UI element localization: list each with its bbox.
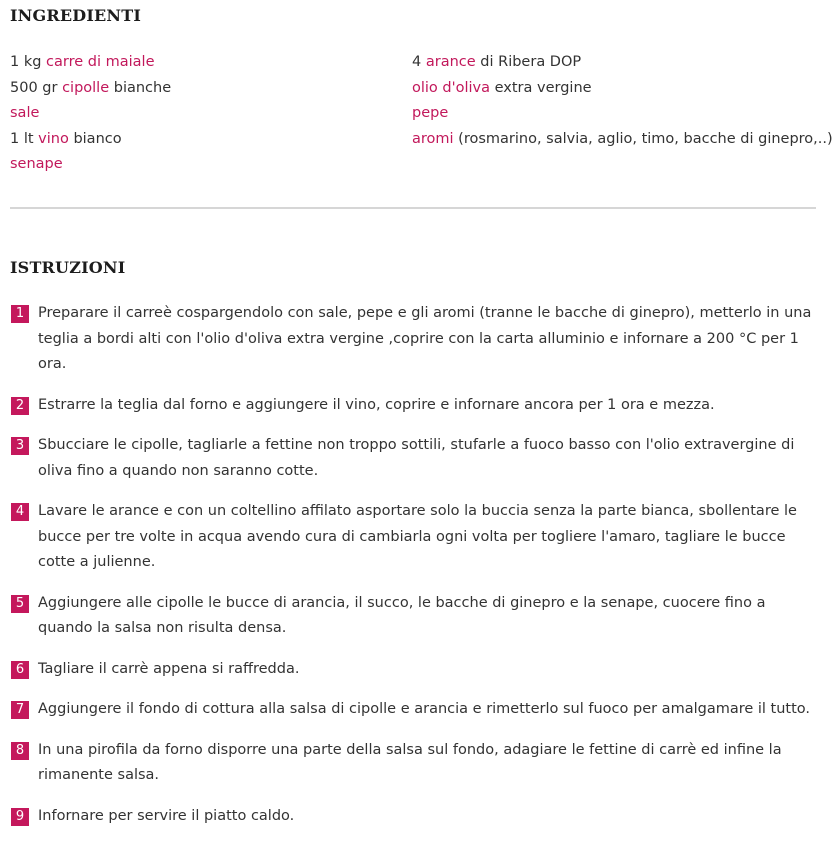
- instruction-step: [10, 657, 816, 683]
- ingredient-item: [412, 127, 833, 153]
- ingredient-link[interactable]: senape: [10, 156, 63, 172]
- ingredient-item: [10, 101, 410, 127]
- ingredient-detail: bianche: [109, 79, 172, 96]
- step-number-badge: 8: [11, 742, 29, 760]
- ingredient-link[interactable]: arance: [425, 54, 476, 70]
- step-text: In una pirofila da forno disporre una parte della salsa sul fondo, adagiare le fettine di carrè ed infine la rimanente salsa.: [38, 741, 782, 783]
- ingredient-item: [412, 101, 812, 127]
- instruction-step: [10, 499, 816, 576]
- ingredient-detail: (rosmarino, salvia, aglio, timo, bacche di ginepro,..): [453, 130, 833, 147]
- step-text: Aggiungere il fondo di cottura alla salsa di cipolle e arancia e rimetterlo sul fuoco per amalgamare il tutto.: [38, 701, 811, 717]
- instruction-step: [10, 393, 816, 419]
- ingredient-item: [412, 76, 812, 102]
- step-number-badge: 6: [11, 661, 29, 679]
- instructions-list: [10, 301, 816, 844]
- step-number-badge: 4: [11, 503, 29, 521]
- ingredient-detail: di Ribera DOP: [475, 54, 582, 70]
- step-number-badge: 5: [11, 595, 29, 613]
- step-number-badge: 9: [11, 808, 29, 826]
- ingredients-column-left: [10, 50, 410, 178]
- instruction-step: [10, 433, 816, 484]
- step-text: Aggiungere alle cipolle le bucce di arancia, il succo, le bacche di ginepro e la senape, cuocere fino a quando la salsa non risulta densa.: [38, 594, 766, 636]
- step-number-badge: 2: [11, 397, 29, 415]
- ingredient-quantity: 1 kg: [10, 54, 47, 70]
- ingredient-item: [10, 127, 410, 153]
- ingredient-link[interactable]: sale: [10, 105, 40, 121]
- ingredients-title: INGREDIENTI: [10, 6, 142, 25]
- step-text: Estrarre la teglia dal forno e aggiungere il vino, coprire e infornare ancora per 1 ora e mezza.: [38, 396, 715, 413]
- ingredient-link[interactable]: cipolle: [62, 79, 110, 96]
- ingredient-item: [10, 152, 410, 178]
- ingredient-item: [412, 50, 812, 76]
- ingredient-link[interactable]: pepe: [412, 105, 449, 121]
- ingredient-quantity: 500 gr: [10, 79, 63, 96]
- step-text: Tagliare il carrè appena si raffredda.: [38, 660, 300, 677]
- ingredient-link[interactable]: aromi: [412, 130, 454, 147]
- step-text: Sbucciare le cipolle, tagliarle a fettine non troppo sottili, stufarle a fuoco basso con l'olio extravergine di oliva fino a quando non saranno cotte.: [38, 437, 795, 479]
- instruction-step: [10, 804, 816, 830]
- step-text: Lavare le arance e con un coltellino affilato asportare solo la buccia senza la parte bianca, sbollentare le bucce per tre volte in acqua avendo cura di cambiarla ogni volta per togliere l'amaro, tagliare le bucce cotte a julienne.: [38, 503, 797, 570]
- ingredient-link[interactable]: carre di maiale: [46, 54, 155, 70]
- ingredient-quantity: 1 lt: [10, 130, 39, 147]
- ingredient-link[interactable]: olio d'oliva: [412, 79, 490, 96]
- step-text: Infornare per servire il piatto caldo.: [38, 807, 295, 824]
- ingredient-item: [10, 76, 410, 102]
- instruction-step: [10, 738, 816, 789]
- step-text: Preparare il carreè cospargendolo con sale, pepe e gli aromi (tranne le bacche di ginepro), metterlo in una teglia a bordi alti con l'olio d'oliva extra vergine ,coprire con la carta alluminio e infornare a 200 °C per 1 ora.: [38, 305, 812, 372]
- ingredient-link[interactable]: vino: [38, 130, 69, 147]
- step-number-badge: 7: [11, 701, 29, 719]
- instruction-step: [10, 301, 816, 378]
- ingredient-detail: bianco: [68, 130, 122, 147]
- instruction-step: [10, 697, 816, 723]
- ingredient-detail: extra vergine: [490, 79, 592, 96]
- section-divider: [10, 207, 816, 209]
- ingredient-item: [10, 50, 410, 76]
- step-number-badge: 3: [11, 437, 29, 455]
- instruction-step: [10, 591, 816, 642]
- ingredient-quantity: 4: [412, 54, 426, 70]
- ingredients-column-right: [412, 50, 833, 152]
- instructions-title: ISTRUZIONI: [10, 258, 126, 277]
- step-number-badge: 1: [11, 305, 29, 323]
